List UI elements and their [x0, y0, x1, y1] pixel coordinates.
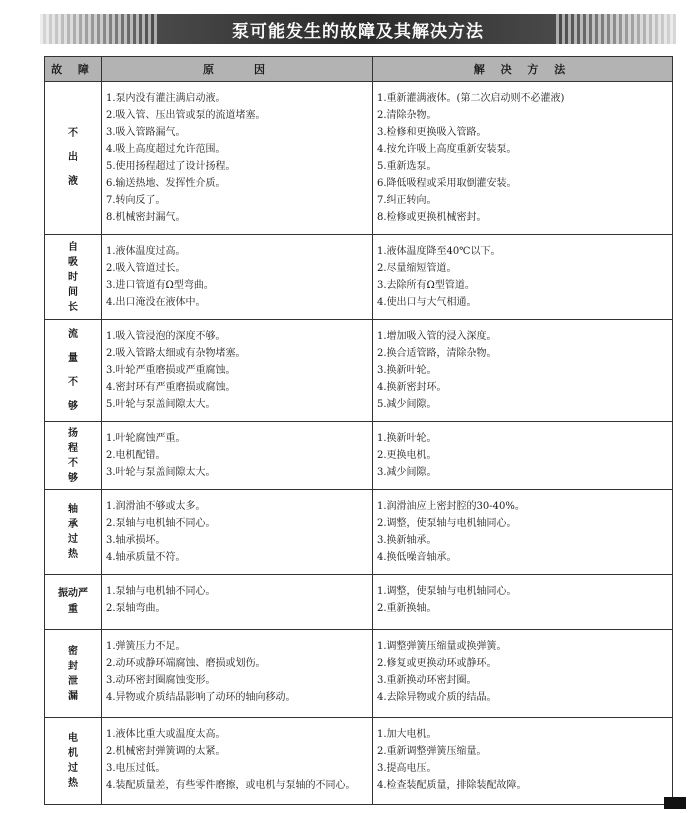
table-row: [45, 320, 673, 422]
solution-item: 1.重新灌满液体。(第二次启动则不必灌液): [377, 93, 565, 104]
fault-name: 不出液: [68, 128, 78, 187]
solution-item: 4.检查装配质量，排除装配故障。: [377, 780, 527, 791]
cause-item: 7.转向反了。: [106, 195, 166, 206]
solution-cell: [373, 235, 673, 320]
cause-item: 2.电机配错。: [106, 450, 166, 461]
solution-cell: [373, 630, 673, 718]
cause-item: 2.吸入管路太细或有杂物堵塞。: [106, 348, 246, 359]
cause-cell: [102, 630, 373, 718]
table-row: [45, 718, 673, 805]
fault-name: 流量不够: [68, 328, 78, 412]
solution-cell: [373, 490, 673, 575]
cause-cell: [102, 490, 373, 575]
fault-cell: [45, 490, 102, 575]
cause-item: 4.异物或介质结晶影响了动环的轴向移动。: [106, 692, 296, 703]
cause-item: 5.叶轮与泵盖间隙太大。: [106, 399, 216, 410]
solution-item: 1.加大电机。: [377, 729, 437, 740]
cause-list: [102, 718, 372, 802]
cause-item: 3.叶轮严重磨损或严重腐蚀。: [106, 365, 236, 376]
solution-item: 2.清除杂物。: [377, 110, 437, 121]
cause-item: 1.液体比重大或温度太高。: [106, 729, 226, 740]
solution-list: [373, 575, 672, 625]
cause-item: 2.吸入管、压出管或泵的流道堵塞。: [106, 110, 266, 121]
solution-item: 4.换新密封环。: [377, 382, 447, 393]
table-row: [45, 490, 673, 575]
page-corner-mark: [664, 797, 686, 809]
fault-name: 电机过热: [68, 733, 78, 789]
solution-item: 4.去除异物或介质的结晶。: [377, 692, 497, 703]
cause-item: 1.泵内没有灌注满启动液。: [106, 93, 226, 104]
solution-list: [373, 630, 672, 714]
table-row: [45, 575, 673, 630]
cause-item: 1.液体温度过高。: [106, 246, 186, 257]
fault-cell: [45, 82, 102, 235]
cause-item: 4.吸上高度超过允许范围。: [106, 144, 226, 155]
solution-item: 4.使出口与大气相通。: [377, 297, 477, 308]
table-row: [45, 422, 673, 490]
cause-item: 3.进口管道有Ω型弯曲。: [106, 280, 214, 291]
cause-item: 6.输送热地、发挥性介质。: [106, 178, 226, 189]
cause-item: 3.电压过低。: [106, 763, 166, 774]
solution-item: 3.检修和更换吸入管路。: [377, 127, 487, 138]
solution-list: [373, 718, 672, 802]
solution-cell: [373, 575, 673, 630]
solution-list: [373, 235, 672, 319]
cause-item: 4.轴承质量不符。: [106, 552, 186, 563]
solution-item: 6.降低吸程或采用取倒灌安装。: [377, 178, 517, 189]
solution-item: 5.减少间隙。: [377, 399, 437, 410]
solution-cell: [373, 82, 673, 235]
cause-list: [102, 422, 372, 489]
cause-list: [102, 490, 372, 574]
fault-cell: [45, 575, 102, 630]
solution-item: 2.换合适管路，清除杂物。: [377, 348, 497, 359]
cause-list: [102, 630, 372, 714]
cause-list: [102, 320, 372, 421]
fault-name: 密封泄漏: [68, 645, 78, 702]
cause-list: [102, 235, 372, 319]
cause-item: 1.吸入管浸泡的深度不够。: [106, 331, 226, 342]
cause-list: [102, 575, 372, 625]
solution-list: [373, 422, 672, 489]
solution-item: 1.调整，使泵轴与电机轴同心。: [377, 586, 517, 597]
cause-item: 1.叶轮腐蚀严重。: [106, 433, 186, 444]
solution-cell: [373, 422, 673, 490]
solution-item: 1.增加吸入管的浸入深度。: [377, 331, 497, 342]
cause-item: 3.轴承损坏。: [106, 535, 166, 546]
fault-cell: [45, 718, 102, 805]
solution-item: 1.换新叶轮。: [377, 433, 437, 444]
solution-list: [373, 490, 672, 574]
fault-name: 自吸时间长: [68, 241, 78, 313]
cause-list: [102, 82, 372, 234]
cause-item: 1.泵轴与电机轴不同心。: [106, 586, 216, 597]
page-title: 泵可能发生的故障及其解决方法: [232, 22, 484, 42]
solution-item: 3.提高电压。: [377, 763, 437, 774]
cause-item: 3.叶轮与泵盖间隙太大。: [106, 467, 216, 478]
solution-item: 7.纠正转向。: [377, 195, 437, 206]
cause-item: 1.弹簧压力不足。: [106, 641, 186, 652]
table-header-row: [45, 57, 673, 82]
fault-cell: [45, 235, 102, 320]
solution-item: 2.尽量缩短管道。: [377, 263, 457, 274]
solution-item: 2.更换电机。: [377, 450, 437, 461]
fault-name: 振动严重: [58, 588, 88, 615]
solution-item: 1.润滑油应上密封腔的30-40%。: [377, 501, 525, 512]
title-banner: [40, 14, 676, 44]
cause-cell: [102, 235, 373, 320]
fault-name: 扬程不够: [68, 427, 78, 484]
solution-item: 3.换新叶轮。: [377, 365, 437, 376]
solution-list: [373, 320, 672, 421]
solution-item: 2.调整，使泵轴与电机轴同心。: [377, 518, 517, 529]
solution-item: 1.液体温度降至40℃以下。: [377, 246, 501, 257]
cause-item: 3.吸入管路漏气。: [106, 127, 186, 138]
solution-item: 1.调整弹簧压缩量或换弹簧。: [377, 641, 507, 652]
header-cause: 原 因: [102, 57, 373, 82]
solution-item: 2.重新调整弹簧压缩量。: [377, 746, 487, 757]
solution-item: 2.重新换轴。: [377, 603, 437, 614]
solution-cell: [373, 320, 673, 422]
solution-item: 3.换新轴承。: [377, 535, 437, 546]
solution-item: 4.换低噪音轴承。: [377, 552, 457, 563]
solution-item: 3.重新换动环密封圈。: [377, 675, 477, 686]
cause-item: 2.泵轴与电机轴不同心。: [106, 518, 216, 529]
cause-item: 2.机械密封弹簧调的太紧。: [106, 746, 226, 757]
cause-item: 2.动环或静环端腐蚀、磨损或划伤。: [106, 658, 266, 669]
cause-item: 2.泵轴弯曲。: [106, 603, 166, 614]
cause-item: 1.润滑油不够或太多。: [106, 501, 206, 512]
solution-cell: [373, 718, 673, 805]
cause-cell: [102, 320, 373, 422]
solution-list: [373, 82, 672, 234]
solution-item: 3.去除所有Ω型管道。: [377, 280, 475, 291]
solution-item: 8.检修或更换机械密封。: [377, 212, 487, 223]
table-row: [45, 82, 673, 235]
cause-item: 4.密封环有严重磨损或腐蚀。: [106, 382, 236, 393]
solution-item: 2.修复或更换动环或静环。: [377, 658, 497, 669]
table-row: [45, 630, 673, 718]
table-row: [45, 235, 673, 320]
solution-item: 5.重新选泵。: [377, 161, 437, 172]
solution-item: 3.减少间隙。: [377, 467, 437, 478]
fault-cell: [45, 422, 102, 490]
cause-cell: [102, 575, 373, 630]
cause-item: 2.吸入管道过长。: [106, 263, 186, 274]
cause-item: 4.装配质量差，有些零件磨擦，或电机与泵轴的不同心。: [106, 780, 356, 791]
header-fault: 故 障: [45, 57, 102, 82]
cause-cell: [102, 82, 373, 235]
fault-table: [44, 56, 673, 805]
cause-item: 5.使用扬程超过了设计扬程。: [106, 161, 236, 172]
header-solution: 解 决 方 法: [373, 57, 673, 82]
fault-cell: [45, 320, 102, 422]
cause-item: 4.出口淹没在液体中。: [106, 297, 206, 308]
fault-cell: [45, 630, 102, 718]
fault-name: 轴承过热: [68, 504, 78, 560]
fault-table-body: [45, 82, 673, 805]
cause-cell: [102, 422, 373, 490]
solution-item: 4.按允许吸上高度重新安装泵。: [377, 144, 517, 155]
cause-item: 8.机械密封漏气。: [106, 212, 186, 223]
cause-cell: [102, 718, 373, 805]
cause-item: 3.动环密封圈腐蚀变形。: [106, 675, 216, 686]
